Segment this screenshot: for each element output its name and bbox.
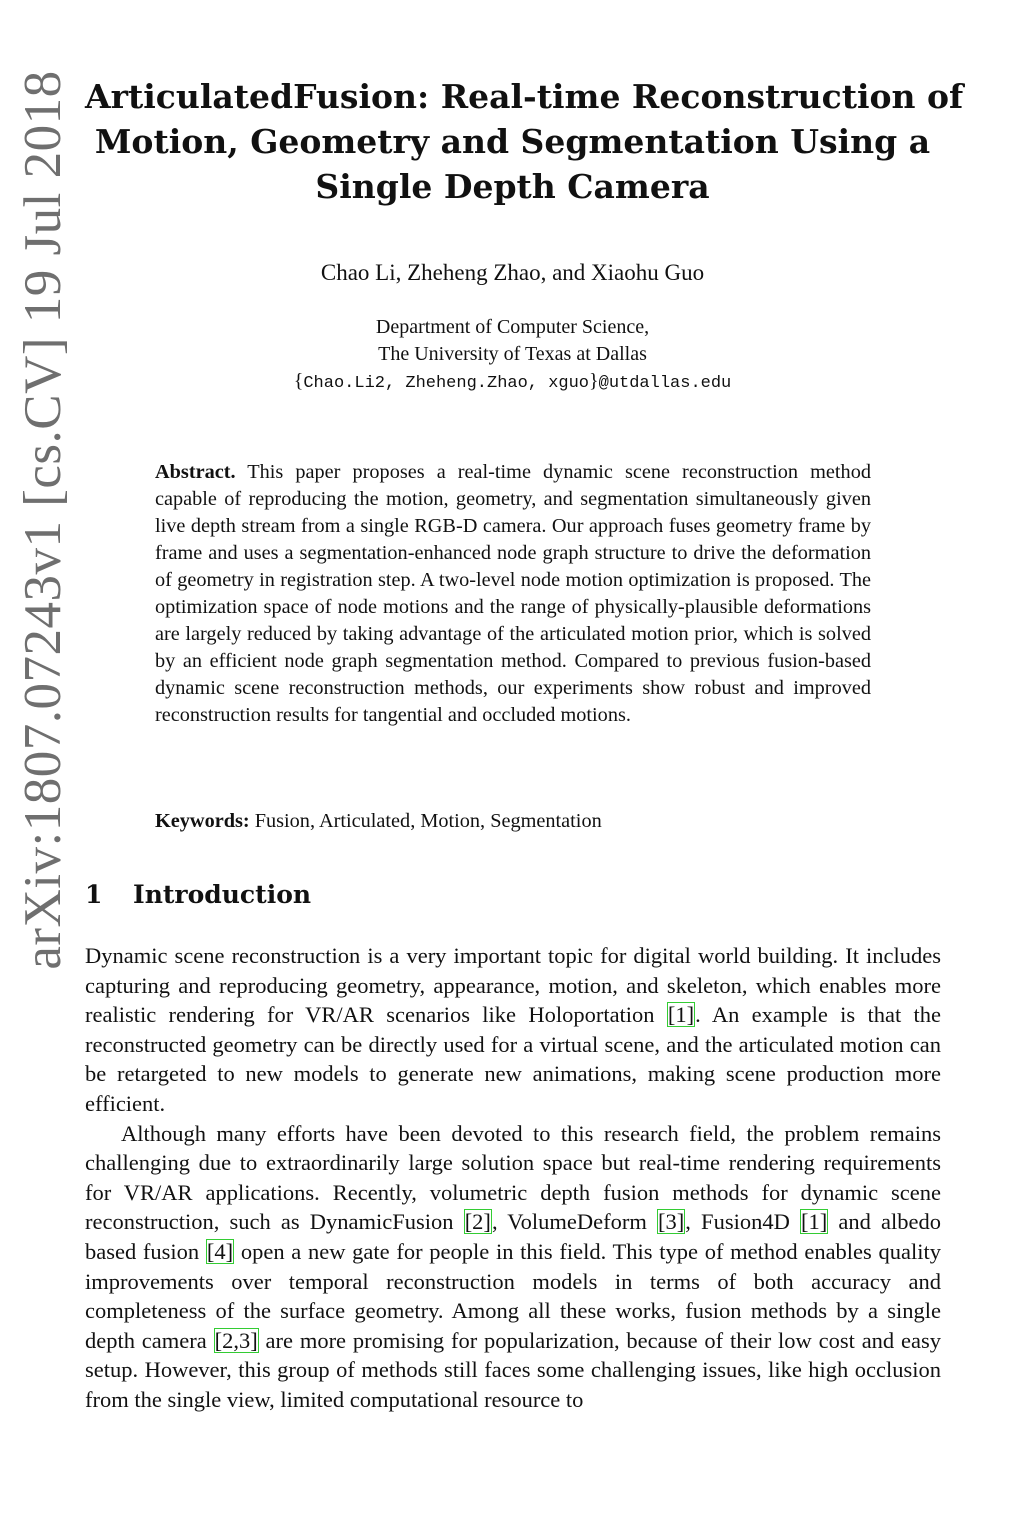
- para-text: , Fusion4D: [685, 1209, 800, 1235]
- email-brace-close: }: [589, 370, 599, 392]
- para-text: and albedo based fusion: [85, 1209, 942, 1264]
- affiliation: [85, 314, 940, 397]
- section-heading: [85, 880, 311, 909]
- title-line-1: ArticulatedFusion: Real-time Reconstruction of: [85, 77, 964, 116]
- paper-title: [85, 74, 964, 209]
- para-text: , VolumeDeform: [491, 1209, 658, 1235]
- para-text: Dynamic scene reconstruction is a very important topic for digital world building. It includes capturing and reproducing geometry, appearance, motion, and skeleton, which enables more realistic rendering for VR/AR scenarios like Holoportation: [85, 943, 941, 1028]
- email-users: Chao.Li2, Zheheng.Zhao, xguo: [303, 374, 590, 393]
- paragraph: [85, 941, 941, 1119]
- title-line-2: Motion, Geometry and Segmentation Using a: [94, 122, 931, 161]
- abstract-label: Abstract.: [155, 461, 236, 483]
- university: The University of Texas at Dallas: [378, 343, 647, 365]
- email-domain: @utdallas.edu: [598, 374, 732, 393]
- citation-link[interactable]: [4]: [206, 1238, 234, 1264]
- section-number: 1: [85, 880, 103, 909]
- email-line[interactable]: [85, 368, 940, 397]
- arxiv-identifier: arXiv:1807.07243v1 [cs.CV] 19 Jul 2018: [14, 70, 72, 970]
- author-list: Chao Li, Zheheng Zhao, and Xiaohu Guo: [320, 260, 705, 285]
- citation-link[interactable]: [3]: [658, 1209, 685, 1235]
- section-title: Introduction: [133, 880, 312, 909]
- citation-link[interactable]: [2,3]: [214, 1327, 258, 1353]
- para-text: Although many efforts have been devoted to this research field, the problem remains challenging due to extraordinarily large solution space but real-time rendering requirements for VR/AR applications. Recently, volumetric depth fusion methods for dynamic scene reconstruction, such as DynamicFusion: [85, 1120, 941, 1235]
- email-brace-open: {: [293, 370, 304, 392]
- citation-link[interactable]: [1]: [800, 1209, 828, 1235]
- title-line-3: Single Depth Camera: [315, 167, 710, 206]
- para-text: open a new gate for people in this field. This type of method enables quality improvements over temporal reconstruction models in terms of both accuracy and completeness of the surface geometry. Among all these works, fusion methods by a single depth camera: [85, 1238, 941, 1353]
- paragraph: [85, 1119, 941, 1415]
- department: Department of Computer Science,: [375, 316, 650, 338]
- abstract: [155, 459, 871, 729]
- keywords: [155, 810, 871, 833]
- introduction-body: [85, 941, 941, 1415]
- para-text: . An example is that the reconstructed geometry can be directly used for a virtual scene, and the articulated motion can be retargeted to new models to generate new animations, making scene production more efficient.: [85, 1002, 941, 1116]
- abstract-text: This paper proposes a real-time dynamic scene reconstruction method capable of reproducing the motion, geometry, and segmentation simultaneously given live depth stream from a single RGB-D camera. Our approach fuses geometry frame by frame and uses a segmentation-enhanced node graph structure to drive the deformation of geometry in registration step. A two-level node motion optimization is proposed. The optimization space of node motions and the range of physically-plausible deformations are largely reduced by taking advantage of the articulated motion prior, which is solved by an efficient node graph segmentation method. Compared to previous fusion-based dynamic scene reconstruction methods, our experiments show robust and improved reconstruction results for tangential and occluded motions.: [155, 461, 871, 726]
- para-text: are more promising for popularization, because of their low cost and easy setup. However, this group of methods still faces some challenging issues, like high occlusion from the single view, limited computational resource to: [85, 1327, 941, 1412]
- keywords-label: Keywords:: [155, 810, 250, 832]
- keywords-text: Fusion, Articulated, Motion, Segmentation: [254, 810, 602, 832]
- citation-link[interactable]: [2]: [464, 1209, 491, 1235]
- citation-link[interactable]: [1]: [667, 1002, 695, 1028]
